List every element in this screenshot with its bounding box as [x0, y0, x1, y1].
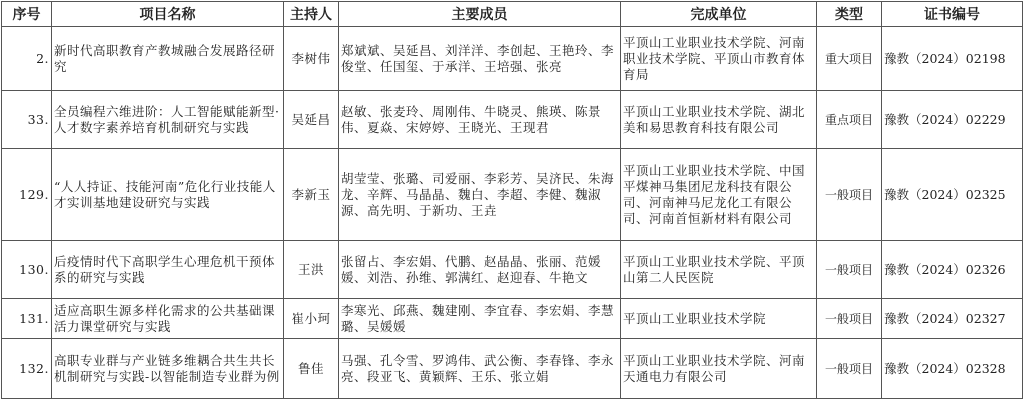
table-row [2, 241, 1023, 299]
header-members: 主要成员 [339, 2, 621, 27]
table-row [2, 91, 1023, 149]
header-unit: 完成单位 [621, 2, 817, 27]
cell-unit: 平顶山工业职业技术学院、平顶山第二人民医院 [621, 241, 817, 299]
cell-unit: 平顶山工业职业技术学院、河南天通电力有限公司 [621, 339, 817, 399]
cell-name: 适应高职生源多样化需求的公共基础课活力课堂研究与实践 [52, 299, 284, 339]
cell-cert: 豫教（2024）02198 [882, 27, 1023, 91]
cell-host: 王洪 [284, 241, 339, 299]
cell-type: 一般项目 [817, 299, 882, 339]
cell-type: 一般项目 [817, 241, 882, 299]
header-row [2, 2, 1023, 27]
cell-seq: 129. [2, 149, 52, 241]
cell-members: 赵敏、张麦玲、周刚伟、牛晓灵、熊瑛、陈景伟、夏焱、宋婷婷、王晓光、王现君 [339, 91, 621, 149]
cell-host: 李树伟 [284, 27, 339, 91]
cell-host: 李新玉 [284, 149, 339, 241]
cell-members: 张留占、李宏娟、代鹏、赵晶晶、张丽、范媛媛、刘浩、孙维、郭满红、赵迎春、牛艳文 [339, 241, 621, 299]
cell-unit: 平顶山工业职业技术学院、中国平煤神马集团尼龙科技有限公司、河南神马尼龙化工有限公司、河南首恒新材料有限公司 [621, 149, 817, 241]
cell-cert: 豫教（2024）02326 [882, 241, 1023, 299]
cell-seq: 2. [2, 27, 52, 91]
cell-host: 鲁佳 [284, 339, 339, 399]
cell-members: 郑斌斌、吴延昌、刘洋洋、李创起、王艳玲、李俊堂、任国玺、于承洋、王培强、张亮 [339, 27, 621, 91]
cell-seq: 33. [2, 91, 52, 149]
cell-members: 李寒光、邱燕、魏建刚、李宜春、李宏娟、李慧璐、吴媛媛 [339, 299, 621, 339]
table-row [2, 149, 1023, 241]
cell-host: 吴延昌 [284, 91, 339, 149]
header-host: 主持人 [284, 2, 339, 27]
cell-name: 新时代高职教育产教城融合发展路径研究 [52, 27, 284, 91]
cell-name: 高职专业群与产业链多维耦合共生共长机制研究与实践-以智能制造专业群为例 [52, 339, 284, 399]
cell-members: 马强、孔令雪、罗鸿伟、武公衡、李春锋、李永亮、段亚飞、黄颖辉、王乐、张立娟 [339, 339, 621, 399]
cell-type: 重大项目 [817, 27, 882, 91]
header-seq: 序号 [2, 2, 52, 27]
table-row [2, 339, 1023, 399]
project-table [1, 1, 1023, 399]
cell-type: 一般项目 [817, 149, 882, 241]
cell-unit: 平顶山工业职业技术学院、湖北美和易思教育科技有限公司 [621, 91, 817, 149]
table-row [2, 27, 1023, 91]
cell-type: 重点项目 [817, 91, 882, 149]
header-type: 类型 [817, 2, 882, 27]
header-name: 项目名称 [52, 2, 284, 27]
cell-cert: 豫教（2024）02325 [882, 149, 1023, 241]
cell-seq: 131. [2, 299, 52, 339]
cell-unit: 平顶山工业职业技术学院、河南职业技术学院、平顶山市教育体育局 [621, 27, 817, 91]
cell-members: 胡莹莹、张璐、司爱丽、李彩芳、吴济民、朱海龙、辛辉、马晶晶、魏白、李超、李健、魏淑源、高先明、于新功、王垚 [339, 149, 621, 241]
cell-name: “人人持证、技能河南”危化行业技能人才实训基地建设研究与实践 [52, 149, 284, 241]
cell-unit: 平顶山工业职业技术学院 [621, 299, 817, 339]
cell-cert: 豫教（2024）02327 [882, 299, 1023, 339]
cell-name: 后疫情时代下高职学生心理危机干预体系的研究与实践 [52, 241, 284, 299]
cell-cert: 豫教（2024）02229 [882, 91, 1023, 149]
cell-cert: 豫教（2024）02328 [882, 339, 1023, 399]
cell-host: 崔小珂 [284, 299, 339, 339]
cell-type: 一般项目 [817, 339, 882, 399]
cell-seq: 132. [2, 339, 52, 399]
cell-seq: 130. [2, 241, 52, 299]
cell-name: 全员编程六维进阶：人工智能赋能新型·人才数字素养培育机制研究与实践 [52, 91, 284, 149]
header-cert: 证书编号 [882, 2, 1023, 27]
table-row [2, 299, 1023, 339]
